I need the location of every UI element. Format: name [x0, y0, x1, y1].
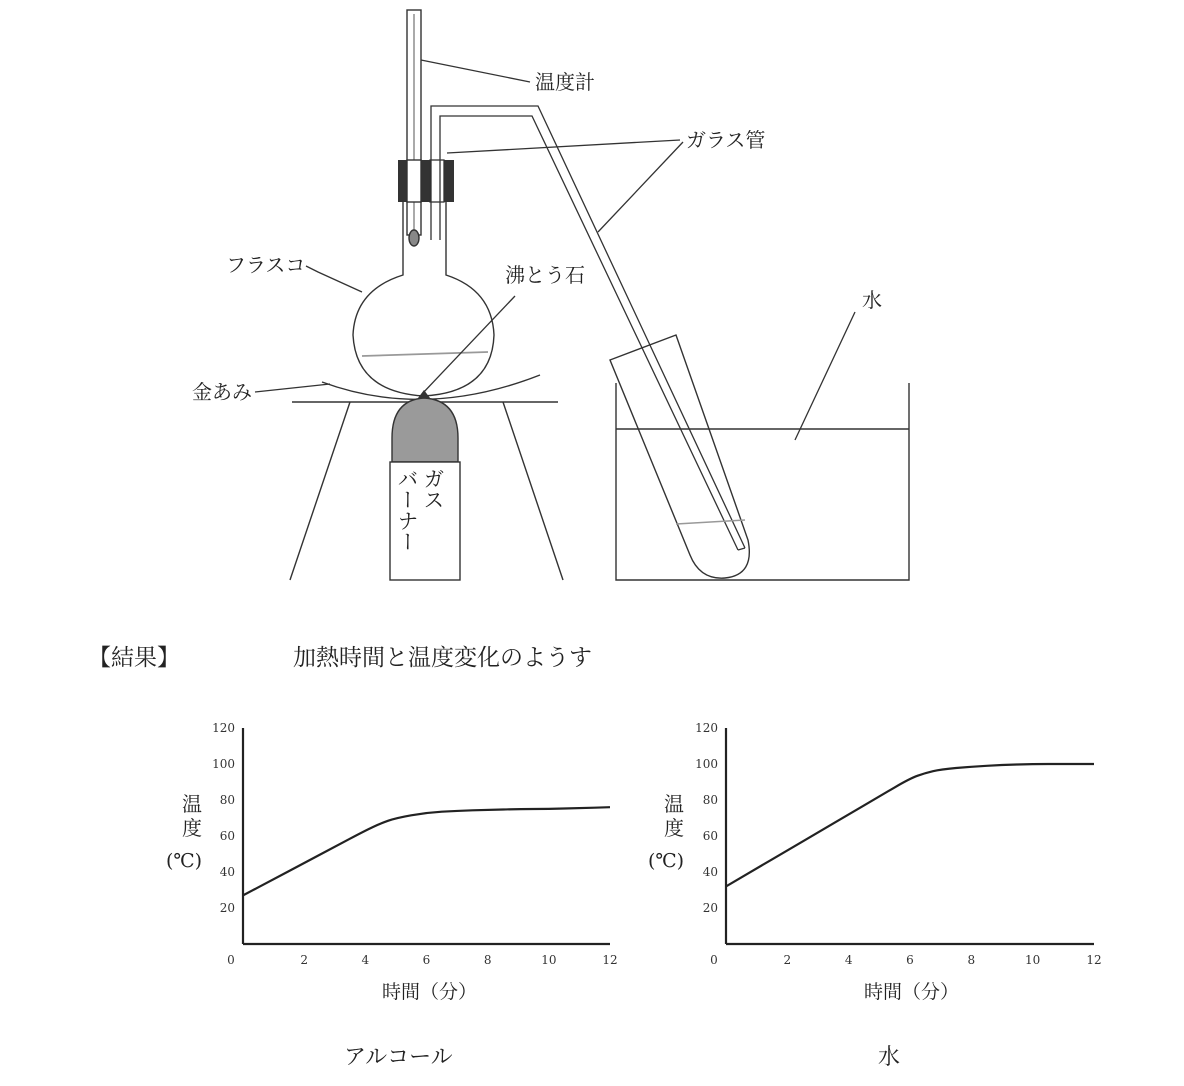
chart1-yunit: (℃)	[166, 850, 203, 872]
chart1-ytick-0: 20	[219, 901, 235, 915]
chart1-ytick-3: 80	[219, 793, 235, 807]
chart1-ytick-2: 60	[219, 829, 235, 843]
chart1-xtick-2: 4	[361, 953, 370, 967]
chart2-xtick-0: 0	[710, 953, 718, 967]
chart2-xtick-1: 2	[783, 953, 792, 967]
chart2-caption: 水	[878, 1045, 901, 1070]
label-boiling-stone: 沸とう石	[505, 263, 585, 287]
chart2-xtick-5: 10	[1025, 953, 1041, 967]
result-title: 加熱時間と温度変化のようす	[293, 645, 592, 671]
chart1-xtick-6: 12	[602, 953, 618, 967]
chart2-xtick-4: 8	[967, 953, 976, 967]
label-thermometer: 温度計	[535, 70, 595, 94]
chart1-xtick-3: 6	[422, 953, 431, 967]
label-water: 水	[862, 288, 882, 312]
chart1-ytick-5: 120	[212, 721, 235, 735]
result-heading: 【結果】	[88, 645, 180, 671]
chart2-ylabel: 温度	[664, 792, 684, 840]
label-wire-gauze: 金あみ	[192, 380, 252, 404]
chart1-ytick-1: 40	[219, 865, 235, 879]
chart2-ytick-3: 80	[702, 793, 718, 807]
chart2-xtick-3: 6	[906, 953, 914, 967]
chart2-ytick-4: 100	[695, 757, 718, 771]
chart1-ylabel: 温度	[182, 792, 202, 840]
chart1-xtick-4: 8	[483, 953, 492, 967]
label-burner-col2: バーナー	[395, 468, 419, 552]
chart1-caption: アルコール	[344, 1045, 453, 1070]
label-glass-tube: ガラス管	[686, 128, 766, 152]
chart1-ytick-4: 100	[212, 757, 235, 771]
chart2-yunit: (℃)	[648, 850, 685, 872]
label-flask: フラスコ	[226, 253, 306, 277]
chart1-xtick-1: 2	[300, 953, 308, 967]
chart2-ytick-2: 60	[702, 829, 718, 843]
chart1-xlabel: 時間（分）	[382, 981, 478, 1003]
chart1-series-line	[243, 807, 610, 895]
chart2-xtick-6: 12	[1086, 953, 1102, 967]
chart1-xtick-5: 10	[541, 953, 557, 967]
chart2-series-line	[726, 764, 1094, 886]
chart2-xlabel: 時間（分）	[864, 981, 960, 1003]
chart2-ytick-1: 40	[702, 865, 718, 879]
chart2-ytick-0: 20	[702, 901, 718, 915]
chart2-ytick-5: 120	[695, 721, 718, 735]
label-burner-col1: ガス	[421, 468, 445, 510]
chart1-xtick-0: 0	[227, 953, 235, 967]
chart2-xtick-2: 4	[844, 953, 853, 967]
